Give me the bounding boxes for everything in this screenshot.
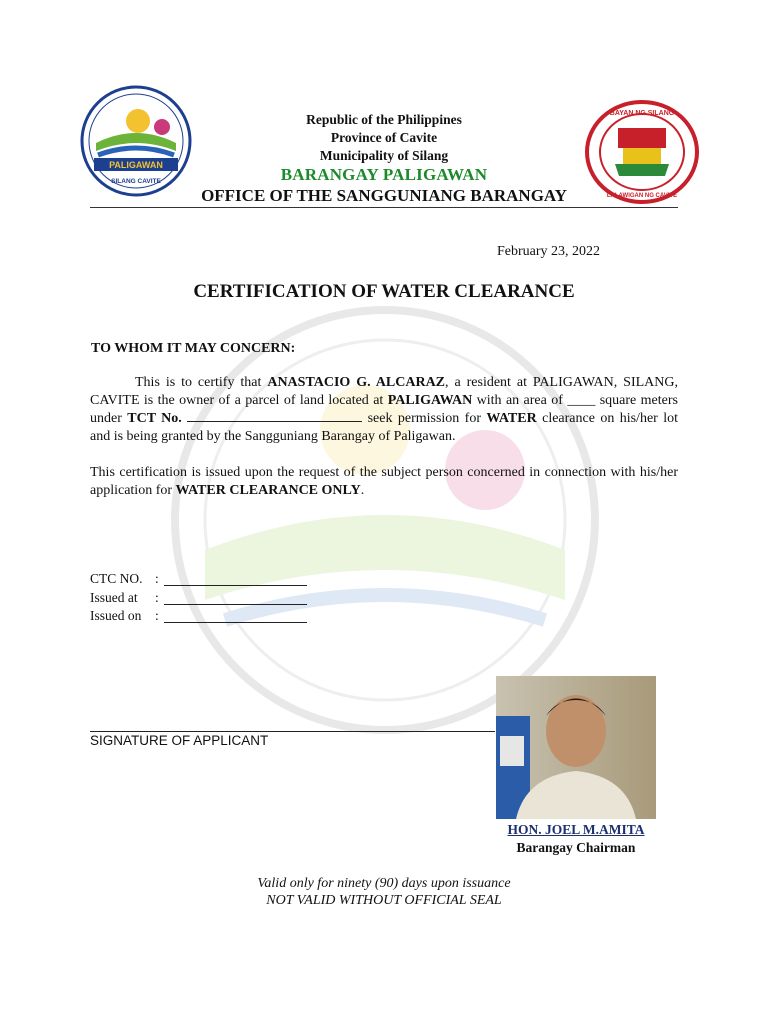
- header-municipality: Municipality of Silang: [319, 148, 449, 163]
- right-seal-top-text: BAYAN NG SILANG: [609, 110, 675, 117]
- watermark-seal: [165, 300, 605, 740]
- salutation: TO WHOM IT MAY CONCERN:: [91, 341, 296, 356]
- clearance-type: WATER CLEARANCE ONLY: [175, 483, 361, 498]
- header-barangay: BARANGAY PALIGAWAN: [280, 165, 488, 184]
- header-rule: [90, 207, 678, 208]
- land-location: PALIGAWAN: [387, 393, 473, 408]
- tct-blank: [187, 411, 362, 422]
- applicant-name: ANASTACIO G. ALCARAZ: [267, 375, 446, 390]
- chairman-position: Barangay Chairman: [516, 840, 636, 855]
- header-office: OFFICE OF THE SANGGUNIANG BARANGAY: [201, 186, 567, 205]
- ctc-no-label: CTC NO.: [90, 571, 143, 586]
- header-republic: Republic of the Philippines: [306, 112, 462, 127]
- document-date: February 23, 2022: [497, 244, 601, 259]
- seal-note: NOT VALID WITHOUT OFFICIAL SEAL: [266, 893, 502, 908]
- document-title: CERTIFICATION OF WATER CLEARANCE: [193, 281, 575, 302]
- body-paragraph-2: This certification is issued upon the request of the subject person concerned in connection with his/her application for WATER CLEARANCE ONLY.: [90, 465, 678, 498]
- ctc-no-field: [164, 585, 307, 586]
- tct-label: TCT No.: [127, 411, 182, 426]
- chairman-photo: [496, 676, 656, 819]
- body-paragraph-1: This is to certify that ANASTACIO G. ALCARAZ, a resident at PALIGAWAN, SILANG, CAVITE is the owner of a parcel of land located at PALIGAWAN with an area of ____ square meters under TCT No. seek permission for WATER clearance on his/her lot and is being granted by the Sangguniang Barangay of Paligawan.: [90, 375, 678, 444]
- signature-line: [90, 731, 495, 732]
- header-province: Province of Cavite: [330, 130, 438, 145]
- left-logo-text: PALIGAWAN: [109, 160, 163, 170]
- chairman-name: HON. JOEL M.AMITA: [507, 822, 645, 837]
- validity-note: Valid only for ninety (90) days upon issuance: [257, 876, 511, 891]
- signature-label: SIGNATURE OF APPLICANT: [90, 733, 269, 748]
- right-seal-bottom-text: LALAWIGAN NG CAVITE: [606, 193, 678, 199]
- issued-at-label: Issued at: [90, 590, 138, 605]
- left-logo-subtext: SILANG CAVITE: [111, 178, 161, 185]
- issued-at-field: [164, 604, 307, 605]
- issued-on-label: Issued on: [90, 608, 142, 623]
- issued-on-field: [164, 622, 307, 623]
